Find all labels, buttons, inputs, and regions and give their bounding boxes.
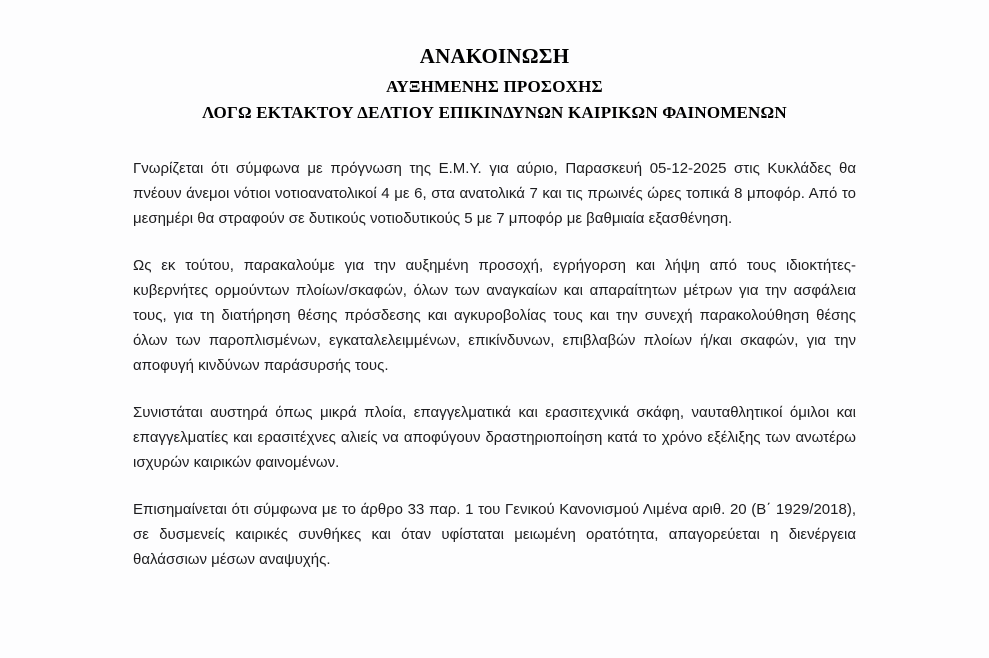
page-title: ΑΝΑΚΟΙΝΩΣΗ	[419, 44, 570, 68]
body-paragraph-precautions: Ως εκ τούτου, παρακαλούμε για την αυξημένη προσοχή, εγρήγορση και λήψη από τους ιδιοκτήτες-κυβερνήτες ορμούντων πλοίων/σκαφών, όλων των αναγκαίων και απαραίτητων μέτρων για την ασφάλεια τους, για τη διατήρηση θέσης πρόσδεσης και αγκυροβολίας τους και την συνεχή παρακολούθηση θέσης όλων των παροπλισμένων, εγκαταλελειμμένων, επικίνδυνων, επιβλαβών πλοίων ή/και σκαφών, για την αποφυγή κινδύνων παράσυρσής τους.	[133, 257, 856, 374]
subtitle-line-1: ΑΥΞΗΜΕΝΗΣ ΠΡΟΣΟΧΗΣ	[386, 77, 603, 96]
body-paragraph-recommendation: Συνιστάται αυστηρά όπως μικρά πλοία, επαγγελματικά και ερασιτεχνικά σκάφη, ναυταθλητικοί όμιλοι και επαγγελματίες και ερασιτέχνες αλιείς να αποφύγουν δραστηριοποίηση κατά το χρόνο εξέλιξης των ανωτέρω ισχυρών καιρικών φαινομένων.	[133, 404, 856, 471]
body-paragraph-regulation: Επισημαίνεται ότι σύμφωνα με το άρθρο 33 παρ. 1 του Γενικού Κανονισμού Λιμένα αριθ. 20 (Β΄ 1929/2018), σε δυσμενείς καιρικές συνθήκες και όταν υφίσταται μειωμένη ορατότητα, απαγορεύεται η διενέργεια θαλάσσιων μέσων αναψυχής.	[133, 501, 856, 568]
body-paragraph-forecast: Γνωρίζεται ότι σύμφωνα με πρόγνωση της Ε.Μ.Υ. για αύριο, Παρασκευή 05-12-2025 στις Κυκλάδες θα πνέουν άνεμοι νότιοι νοτιοανατολικοί 4 με 6, στα ανατολικά 7 και τις πρωινές ώρες τοπικά 8 μποφόρ. Από το μεσημέρι θα στραφούν σε δυτικούς νοτιοδυτικούς 5 με 7 μποφόρ με βαθμιαία εξασθένηση.	[133, 160, 856, 227]
document-header	[0, 42, 989, 126]
document-body	[133, 156, 856, 572]
subtitle-line-2: ΛΟΓΩ ΕΚΤΑΚΤΟΥ ΔΕΛΤΙΟΥ ΕΠΙΚΙΝΔΥΝΩΝ ΚΑΙΡΙΚΩΝ ΦΑΙΝΟΜΕΝΩΝ	[202, 103, 787, 122]
